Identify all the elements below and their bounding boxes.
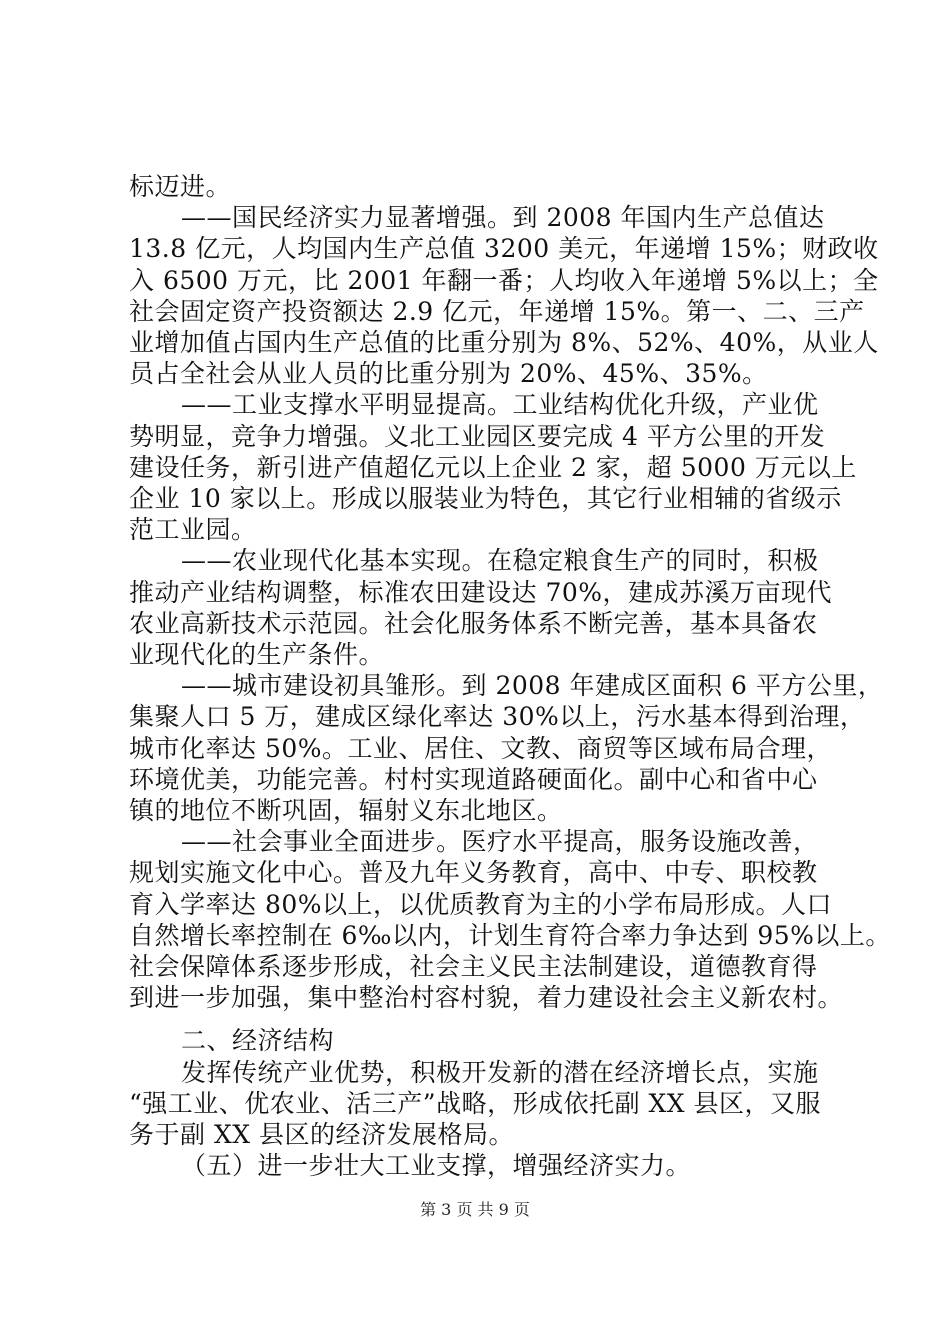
text-line: “强工业、优农业、活三产”战略，形成依托副 XX 县区，又服 <box>129 1089 822 1118</box>
text-line: 发挥传统产业优势，积极开发新的潜在经济增长点，实施 <box>181 1058 819 1087</box>
text-line: 业增加值占国内生产总值的比重分别为 8%、52%、40%，从业人 <box>129 328 879 357</box>
text-line: 城市化率达 50%。工业、居住、文教、商贸等区域布局合理， <box>129 734 833 763</box>
text-line: 入 6500 万元，比 2001 年翻一番；人均收入年递增 5%以上；全 <box>129 266 879 295</box>
text-line: 环境优美，功能完善。村村实现道路硬面化。副中心和省中心 <box>129 765 818 794</box>
text-line: 业现代化的生产条件。 <box>129 640 385 669</box>
text-line: 农业高新技术示范园。社会化服务体系不断完善，基本具备农 <box>129 609 818 638</box>
text-line: 规划实施文化中心。普及九年义务教育，高中、中专、职校教 <box>129 858 818 887</box>
text-line: ——社会事业全面进步。医疗水平提高，服务设施改善， <box>181 827 819 856</box>
text-line: 企业 10 家以上。形成以服装业为特色，其它行业相辅的省级示 <box>129 484 842 513</box>
section-heading: 二、经济结构 <box>181 1026 335 1055</box>
text-line: ——农业现代化基本实现。在稳定粮食生产的同时，积极 <box>181 546 819 575</box>
text-line: 到进一步加强，集中整治村容村貌，着力建设社会主义新农村。 <box>129 983 844 1012</box>
page-number: 第 3 页 共 9 页 <box>420 1200 530 1219</box>
text-line: ——工业支撑水平明显提高。工业结构优化升级，产业优 <box>181 390 819 419</box>
text-line: 镇的地位不断巩固，辐射义东北地区。 <box>129 796 563 825</box>
text-line: 13.8 亿元，人均国内生产总值 3200 美元，年递增 15%；财政收 <box>129 234 879 263</box>
text-line: 务于副 XX 县区的经济发展格局。 <box>129 1120 514 1149</box>
text-line: 社会固定资产投资额达 2.9 亿元，年递增 15%。第一、二、三产 <box>129 297 865 326</box>
text-line: 标迈进。 <box>129 172 232 201</box>
subsection-heading: （五）进一步壮大工业支撑，增强经济实力。 <box>181 1151 692 1180</box>
text-line: 自然增长率控制在 6‰以内，计划生育符合率力争达到 95%以上。 <box>129 921 891 950</box>
text-line: 社会保障体系逐步形成，社会主义民主法制建设，道德教育得 <box>129 952 818 981</box>
text-line: 员占全社会从业人员的比重分别为 20%、45%、35%。 <box>129 359 768 388</box>
text-line: ——城市建设初具雏形。到 2008 年建成区面积 6 平方公里， <box>181 671 884 700</box>
text-line: 推动产业结构调整，标准农田建设达 70%，建成苏溪万亩现代 <box>129 578 833 607</box>
text-line: 势明显，竞争力增强。义北工业园区要完成 4 平方公里的开发 <box>129 422 826 451</box>
text-line: 范工业园。 <box>129 515 257 544</box>
text-line: ——国民经济实力显著增强。到 2008 年国内生产总值达 <box>181 203 825 232</box>
text-line: 建设任务，新引进产值超亿元以上企业 2 家，超 5000 万元以上 <box>129 453 857 482</box>
text-line: 集聚人口 5 万，建成区绿化率达 30%以上，污水基本得到治理， <box>129 702 866 731</box>
text-line: 育入学率达 80%以上，以优质教育为主的小学布局形成。人口 <box>129 890 833 919</box>
